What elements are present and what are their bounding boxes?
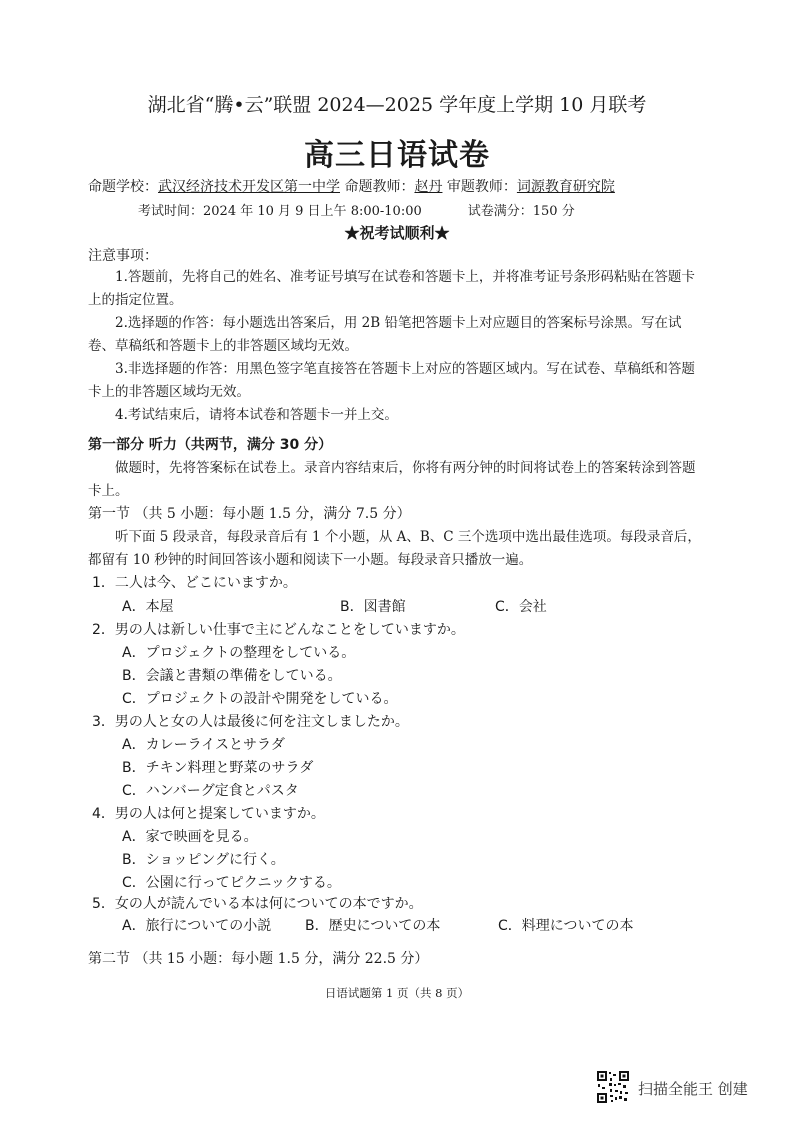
part1-title: 第一部分 听力（共两节，满分 30 分） <box>88 437 333 453</box>
option-1c: C．会社 <box>495 599 547 615</box>
question-4: 4．男の人は何と提案していますか。 <box>92 806 325 822</box>
page-footer: 日语试题第 1 页（共 8 页） <box>324 986 470 1000</box>
qr-code-icon <box>596 1070 630 1104</box>
question-1: 1．二人は今、どこにいますか。 <box>92 575 297 591</box>
exam-score: 试卷满分：150 分 <box>467 204 575 219</box>
option-4a: A．家で映画を見る。 <box>122 829 258 845</box>
option-3a: A．カレーライスとサラダ <box>122 737 285 753</box>
option-1b: B．図書館 <box>340 599 406 615</box>
question-2: 2．男の人は新しい仕事で主にどんなことをしていますか。 <box>92 622 465 638</box>
notice-item: 1.答题前，先将自己的姓名、准考证号填写在试卷和答题卡上，并将准考证号条形码粘贴在答题卡上的指定位置。 <box>88 269 695 308</box>
option-3b: B．チキン料理と野菜のサラダ <box>122 760 314 776</box>
teacher-label: 命题教师： <box>344 179 415 195</box>
reviewer-label: 审题教师： <box>446 179 517 195</box>
section1-intro: 听下面 5 段录音，每段录音后有 1 个小题，从 A、B、C 三个选项中选出最佳选项。每段录音后，都留有 10 秒钟的时间回答该小题和阅读下一小题。每段录音只播放一遍。 <box>88 529 701 568</box>
teacher-name: 赵丹 <box>414 179 443 195</box>
question-3: 3．男の人と女の人は最後に何を注文しましたか。 <box>92 714 409 730</box>
school-name: 武汉经济技术开发区第一中学 <box>158 179 340 195</box>
section2-title: 第二节 （共 15 小题：每小题 1.5 分，满分 22.5 分） <box>88 951 429 967</box>
section1-title: 第一节 （共 5 小题：每小题 1.5 分，满分 7.5 分） <box>88 506 411 522</box>
scanner-watermark: 扫描全能王 创建 <box>638 1080 748 1098</box>
good-luck-banner: ★祝考试顺利★ <box>344 224 450 242</box>
exam-info <box>138 200 575 219</box>
question-5: 5．女の人が読んでいる本は何についての本ですか。 <box>92 896 423 912</box>
option-5b: B．歴史についての本 <box>305 918 441 934</box>
option-4b: B．ショッピングに行く。 <box>122 852 285 868</box>
option-4c: C．公園に行ってピクニックする。 <box>122 875 341 891</box>
notice-title: 注意事项： <box>88 248 158 264</box>
exam-authors <box>88 176 615 196</box>
exam-time: 考试时间：2024 年 10 月 9 日上午 8:00-10:00 <box>138 204 422 219</box>
option-5c: C．料理についての本 <box>498 918 634 934</box>
notice-item: 3.非选择题的作答：用黑色签字笔直接答在答题卡上对应的答题区域内。写在试卷、草稿纸和答题卡上的非答题区域均无效。 <box>88 361 695 400</box>
option-2a: A．プロジェクトの整理をしている。 <box>122 645 356 661</box>
school-label: 命题学校： <box>88 179 158 195</box>
option-2c: C．プロジェクトの設計や開発をしている。 <box>122 691 398 707</box>
option-1a: A．本屋 <box>122 599 174 615</box>
notice-item: 4.考试结束后，请将本试卷和答题卡一并上交。 <box>115 407 398 423</box>
notice-list <box>88 266 708 427</box>
notice-item: 2.选择题的作答：每小题选出答案后，用 2B 铅笔把答题卡上对应题目的答案标号涂黑。写在试卷、草稿纸和答题卡上的非答题区域均无效。 <box>88 315 682 354</box>
part1-intro: 做题时，先将答案标在试卷上。录音内容结束后，你将有两分钟的时间将试卷上的答案转涂到答题卡上。 <box>88 460 696 499</box>
subject-title: 高三日语试卷 <box>304 138 490 173</box>
option-3c: C．ハンバーグ定食とパスタ <box>122 783 299 799</box>
exam-title: 湖北省“腾•云”联盟 2024—2025 学年度上学期 10 月联考 <box>147 94 647 116</box>
reviewer-name: 词源教育研究院 <box>516 179 615 195</box>
option-2b: B．会議と書類の準備をしている。 <box>122 668 342 684</box>
option-5a: A．旅行についての小説 <box>122 918 272 934</box>
